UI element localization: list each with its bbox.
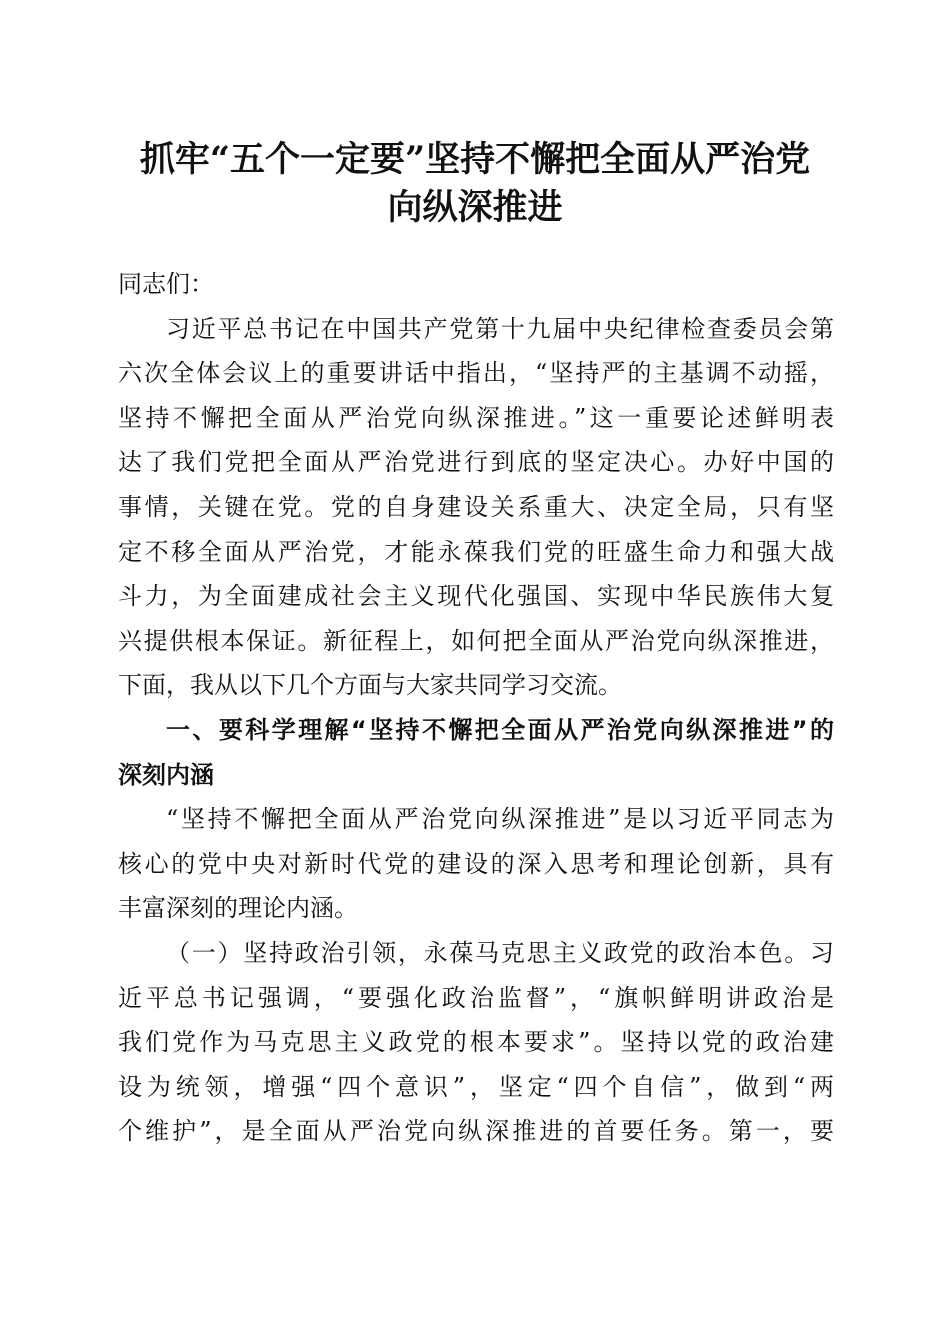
paragraph-subsection-1: [118, 931, 834, 1154]
paragraph-line: 斗力，为全面建成社会主义现代化强国、实现中华民族伟大复: [118, 582, 834, 611]
paragraph-line: 近平总书记强调，“要强化政治监督”，“旗帜鲜明讲政治是: [118, 983, 834, 1012]
heading-line: 一、要科学理解“坚持不懈把全面从严治党向纵深推进”的: [166, 715, 834, 744]
paragraph-line: 下面，我从以下几个方面与大家共同学习交流。: [118, 671, 622, 700]
paragraph-line: 设为统领，增强“四个意识”，坚定“四个自信”，做到“两: [118, 1072, 834, 1101]
section-heading-1: [118, 708, 834, 797]
paragraph-line: 核心的党中央对新时代党的建设的深入思考和理论创新，具有: [118, 849, 834, 878]
title-line-1: 抓牢“五个一定要”坚持不懈把全面从严治党: [139, 139, 811, 180]
paragraph-line: 兴提供根本保证。新征程上，如何把全面从严治党向纵深推进，: [118, 626, 834, 655]
paragraph-line: 六次全体会议上的重要讲话中指出，“坚持严的主基调不动摇，: [118, 359, 834, 388]
salutation: 同志们：: [118, 270, 214, 298]
paragraph-line: 个维护”，是全面从严治党向纵深推进的首要任务。第一，要: [118, 1117, 834, 1146]
paragraph-line: 定不移全面从严治党，才能永葆我们党的旺盛生命力和强大战: [118, 537, 834, 566]
paragraph-line: 事情，关键在党。党的自身建设关系重大、决定全局，只有坚: [118, 492, 834, 521]
paragraph-intro: [118, 307, 834, 708]
document-body: [118, 262, 834, 1154]
paragraph-line: 我们党作为马克思主义政党的根本要求”。坚持以党的政治建: [118, 1028, 834, 1057]
document-title: [110, 136, 840, 232]
paragraph-line: 达了我们党把全面从严治党进行到底的坚定决心。办好中国的: [118, 448, 834, 477]
heading-line: 深刻内涵: [118, 760, 214, 789]
paragraph-line: 坚持不懈把全面从严治党向纵深推进。”这一重要论述鲜明表: [118, 403, 834, 432]
paragraph-line: 习近平总书记在中国共产党第十九届中央纪律检查委员会第: [166, 314, 834, 343]
paragraph-line: 丰富深刻的理论内涵。: [118, 894, 358, 923]
paragraph-line: “坚持不懈把全面从严治党向纵深推进”是以习近平同志为: [166, 805, 834, 834]
title-line-2: 向纵深推进: [387, 187, 563, 228]
paragraph-section-1: [118, 797, 834, 931]
paragraph-line: （一）坚持政治引领，永葆马克思主义政党的政治本色。习: [166, 938, 834, 967]
